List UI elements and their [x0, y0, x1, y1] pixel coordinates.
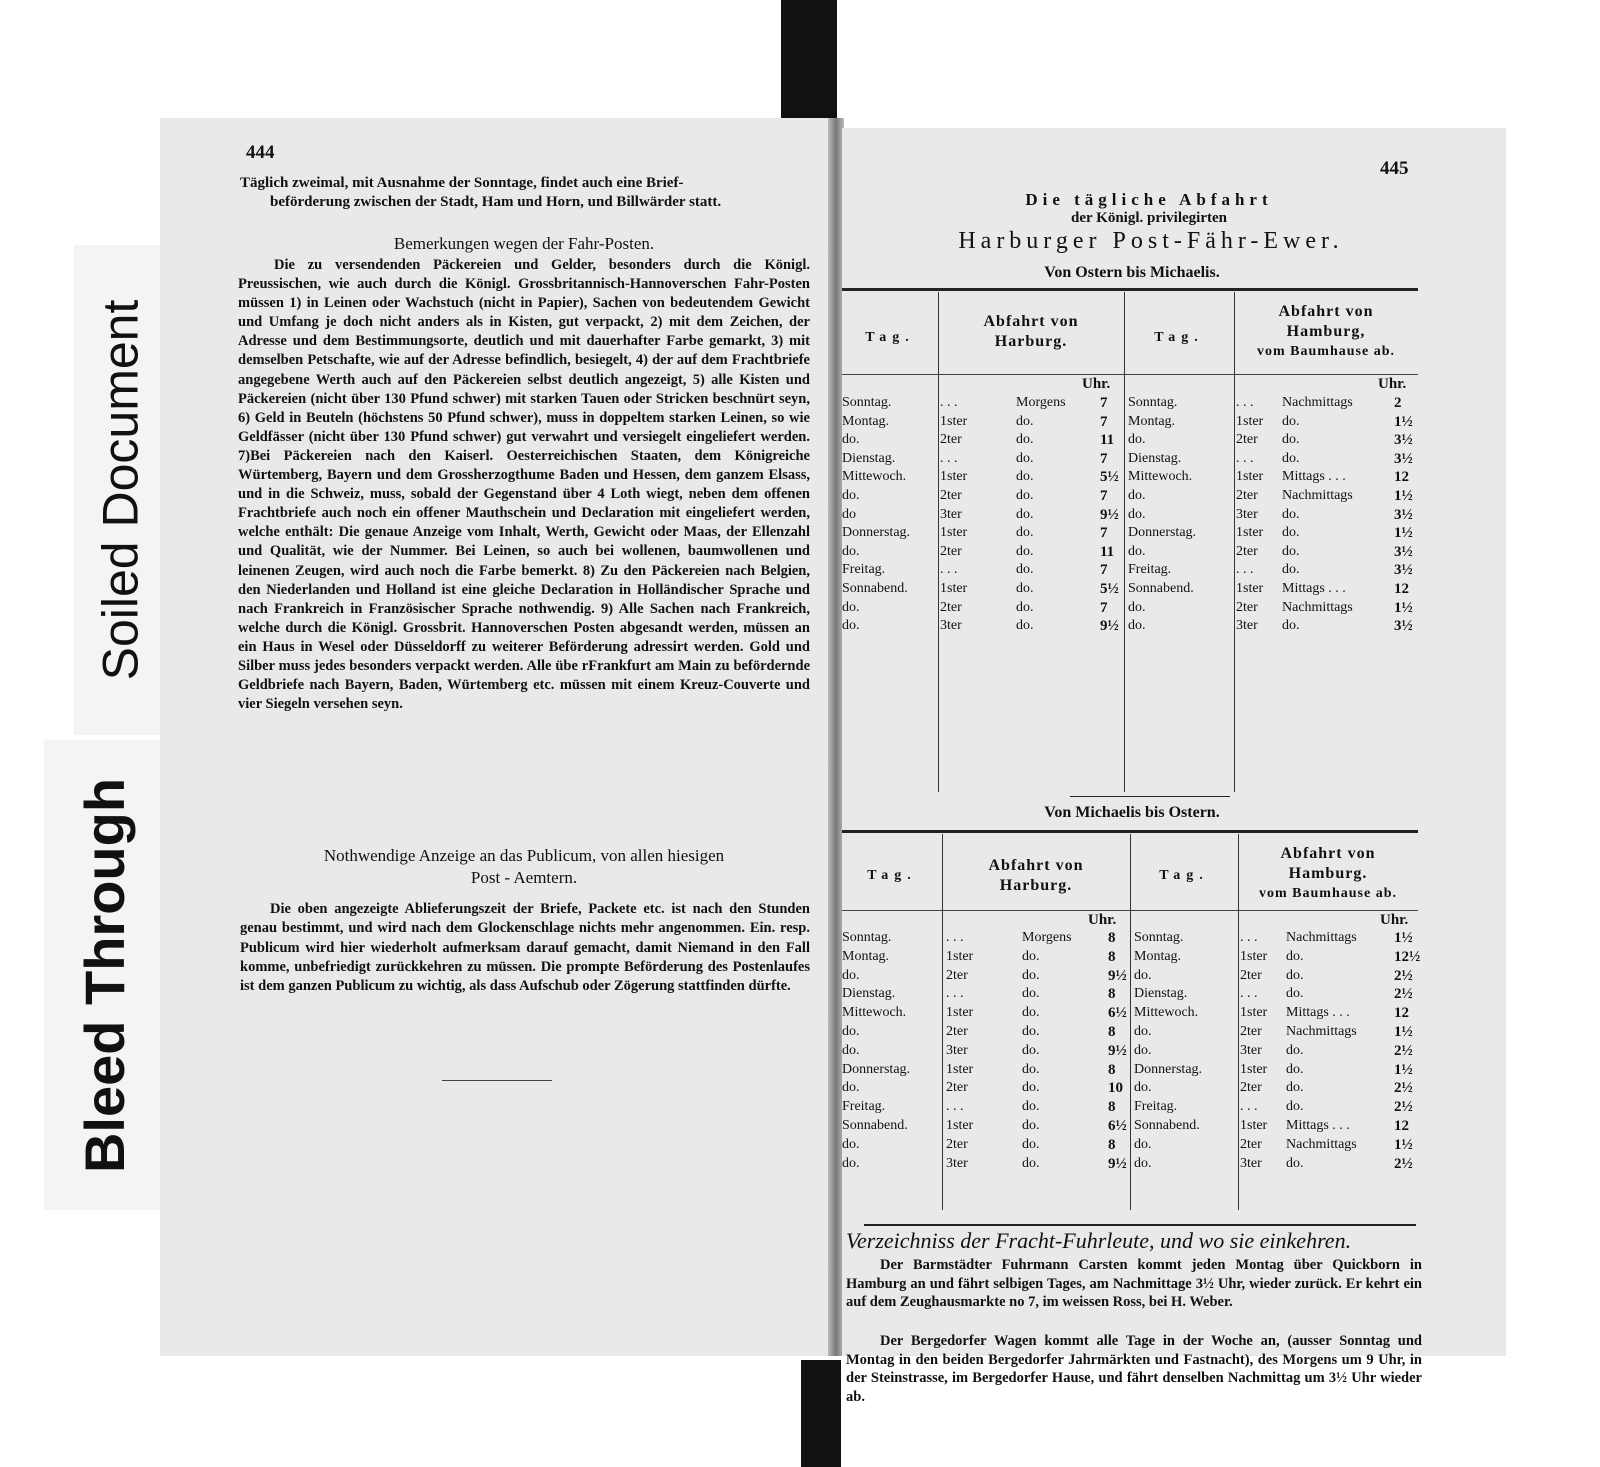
title-line-1: Die tägliche Abfahrt: [1025, 190, 1273, 209]
hour-harburg: 7: [1100, 599, 1108, 616]
table-row: [842, 1043, 1418, 1062]
table-row: [842, 544, 1418, 563]
time-of-day-hamburg: Nachmittags: [1282, 395, 1353, 410]
trip-harburg: 2ter: [946, 1024, 968, 1039]
uhr-label-harburg: Uhr.: [1082, 376, 1111, 392]
day-harburg: do: [842, 506, 856, 522]
day-hamburg: do.: [1128, 506, 1146, 522]
header-hamburg: [1234, 302, 1418, 362]
day-harburg: do.: [842, 1042, 860, 1058]
day-harburg: do.: [842, 543, 860, 559]
trip-harburg: 2ter: [946, 1080, 968, 1096]
day-hamburg: do.: [1134, 1136, 1152, 1152]
notice-heading-line-2: Post - Aemtern.: [470, 868, 578, 887]
section-divider: [1070, 796, 1230, 797]
day-hamburg: Donnerstag.: [1128, 525, 1197, 541]
uhr-label-hamburg: Uhr.: [1378, 376, 1407, 392]
time-of-day-harburg: do.: [1022, 1024, 1040, 1039]
trip-harburg: 3ter: [940, 506, 962, 522]
hour-hamburg: 2½: [1394, 1080, 1413, 1097]
hour-hamburg: 12½: [1394, 948, 1421, 965]
hour-hamburg: 12: [1394, 581, 1409, 597]
day-harburg: Dienstag.: [842, 450, 896, 466]
trip-hamburg: 3ter: [1236, 618, 1258, 634]
day-harburg: do.: [842, 618, 860, 634]
trip-hamburg: . . .: [1240, 1099, 1258, 1115]
header-rule: [842, 374, 938, 375]
day-hamburg: Mittewoch.: [1128, 469, 1193, 485]
trip-hamburg: 3ter: [1240, 1155, 1262, 1171]
hour-harburg: 6½: [1108, 1005, 1127, 1022]
time-of-day-harburg: do.: [1016, 599, 1034, 615]
hour-harburg: 9½: [1108, 1155, 1127, 1172]
uhr-label-harburg: Uhr.: [1088, 912, 1117, 928]
day-harburg: do.: [842, 599, 860, 615]
header-tag: Tag.: [1154, 330, 1204, 345]
time-of-day-hamburg: do.: [1282, 543, 1300, 559]
header-tag: Tag.: [865, 330, 915, 345]
header-rule: [842, 910, 942, 911]
time-of-day-hamburg: Mittags . . .: [1286, 1118, 1350, 1133]
time-of-day-hamburg: do.: [1282, 618, 1300, 634]
day-hamburg: do.: [1134, 1080, 1152, 1096]
time-of-day-hamburg: do.: [1282, 525, 1300, 541]
day-hamburg: Sonnabend.: [1128, 581, 1194, 596]
hour-harburg: 11: [1100, 543, 1115, 560]
header-rule: [942, 910, 1130, 911]
day-hamburg: Sonntag.: [1128, 395, 1178, 410]
hour-harburg: 7: [1100, 562, 1108, 579]
table-row: [842, 581, 1418, 600]
time-of-day-harburg: do.: [1022, 948, 1040, 964]
header-hamburg-line-2: Hamburg,: [1286, 323, 1366, 340]
hour-hamburg: 2½: [1394, 1099, 1413, 1116]
trip-harburg: 2ter: [940, 599, 962, 615]
table-row: [842, 562, 1418, 581]
header-harburg-line-1: Abfahrt von: [988, 857, 1084, 874]
time-of-day-harburg: do.: [1016, 562, 1034, 578]
day-hamburg: do.: [1128, 599, 1146, 615]
time-of-day-hamburg: Nachmittags: [1286, 1136, 1357, 1152]
table-row: [842, 930, 1418, 949]
hour-harburg: 10: [1108, 1080, 1123, 1097]
day-hamburg: do.: [1134, 1024, 1152, 1039]
book-spine-bottom: [801, 1360, 841, 1467]
time-of-day-hamburg: do.: [1286, 1080, 1304, 1096]
hour-harburg: 8: [1108, 948, 1116, 965]
trip-harburg: . . .: [940, 562, 958, 578]
time-of-day-harburg: do.: [1022, 1005, 1040, 1021]
header-rule: [1234, 374, 1418, 375]
table-row: [842, 1118, 1418, 1137]
hour-hamburg: 1½: [1394, 488, 1413, 504]
table-row: [842, 618, 1418, 637]
hour-harburg: 9½: [1108, 967, 1127, 984]
time-of-day-hamburg: Mittags . . .: [1282, 581, 1346, 596]
bleed-through-label: [44, 740, 166, 1210]
hour-harburg: 7: [1100, 413, 1108, 430]
intro-text: [240, 174, 808, 212]
hour-harburg: 9½: [1108, 1042, 1127, 1059]
day-harburg: Montag.: [842, 948, 890, 964]
time-of-day-hamburg: do.: [1286, 1061, 1304, 1077]
day-hamburg: Freitag.: [1134, 1099, 1178, 1115]
hour-hamburg: 2: [1394, 395, 1402, 411]
table-row: [842, 432, 1418, 451]
trip-harburg: . . .: [940, 395, 958, 410]
hour-harburg: 5½: [1100, 581, 1119, 597]
header-rule: [1238, 910, 1418, 911]
soiled-document-label: [74, 245, 166, 735]
day-harburg: Sonntag.: [842, 930, 892, 945]
header-hamburg-line-2: Hamburg.: [1288, 865, 1368, 882]
time-of-day-harburg: do.: [1022, 1136, 1040, 1152]
carriers-paragraph-1: Der Barmstädter Fuhrmann Carsten kommt jeden Montag über Quickborn in Hamburg an und fährt selbigen Tages, am Nachmittage 3½ Uhr, wieder zurück. Er kehrt ein auf dem Zeughausmarkte no 7, im weissen Ross, bei H. Weber.: [846, 1257, 1422, 1310]
table-row: [842, 414, 1418, 433]
table-row: [842, 1062, 1418, 1081]
time-of-day-hamburg: do.: [1282, 562, 1300, 578]
page-number-left: 444: [246, 142, 275, 163]
day-hamburg: do.: [1134, 1155, 1152, 1171]
time-of-day-harburg: do.: [1022, 1061, 1040, 1077]
right-page: [842, 128, 1506, 1405]
table-top-rule: [842, 830, 1418, 833]
table-row: [842, 1137, 1418, 1156]
trip-hamburg: 2ter: [1236, 488, 1258, 503]
table-top-rule: [842, 288, 1418, 291]
time-of-day-harburg: do.: [1016, 469, 1034, 485]
day-harburg: Mittewoch.: [842, 1005, 907, 1021]
hour-hamburg: 3½: [1394, 450, 1413, 467]
day-harburg: do.: [842, 1024, 860, 1039]
hour-hamburg: 2½: [1394, 1042, 1413, 1059]
day-harburg: Sonntag.: [842, 395, 892, 410]
time-of-day-hamburg: Nachmittags: [1282, 488, 1353, 503]
time-of-day-hamburg: do.: [1286, 948, 1304, 964]
trip-hamburg: 1ster: [1236, 413, 1264, 429]
hour-harburg: 5½: [1100, 469, 1119, 486]
trip-harburg: . . .: [946, 986, 964, 1002]
day-hamburg: do.: [1128, 618, 1146, 634]
hour-hamburg: 2½: [1394, 986, 1413, 1003]
trip-harburg: 1ster: [940, 469, 968, 485]
book-spine-top: [781, 0, 837, 135]
time-of-day-hamburg: Nachmittags: [1286, 930, 1357, 945]
trip-harburg: 1ster: [946, 1118, 974, 1133]
header-hamburg-line-1: Abfahrt von: [1278, 303, 1374, 320]
trip-hamburg: 1ster: [1236, 469, 1264, 485]
trip-hamburg: 1ster: [1236, 525, 1264, 541]
trip-harburg: 1ster: [940, 413, 968, 429]
day-harburg: do.: [842, 1080, 860, 1096]
hour-hamburg: 3½: [1394, 562, 1413, 579]
day-harburg: Donnerstag.: [842, 1061, 911, 1077]
trip-harburg: 1ster: [940, 525, 968, 541]
time-of-day-hamburg: do.: [1286, 967, 1304, 983]
time-of-day-hamburg: do.: [1286, 1042, 1304, 1058]
time-of-day-harburg: do.: [1016, 618, 1034, 634]
time-of-day-harburg: do.: [1016, 525, 1034, 541]
trip-hamburg: 1ster: [1240, 948, 1268, 964]
trip-hamburg: 2ter: [1236, 543, 1258, 559]
time-of-day-harburg: do.: [1022, 1118, 1040, 1133]
day-hamburg: do.: [1128, 543, 1146, 559]
hour-harburg: 11: [1100, 432, 1115, 449]
time-of-day-harburg: do.: [1022, 986, 1040, 1002]
left-page: [160, 118, 830, 1356]
hour-hamburg: 3½: [1394, 618, 1413, 635]
day-hamburg: Montag.: [1134, 948, 1182, 964]
hour-harburg: 8: [1108, 1061, 1116, 1078]
header-harburg-line-2: Harburg.: [994, 333, 1068, 350]
trip-hamburg: 2ter: [1240, 1024, 1262, 1039]
trip-harburg: 2ter: [940, 543, 962, 559]
time-of-day-hamburg: Nachmittags: [1286, 1024, 1357, 1039]
trip-hamburg: 1ster: [1240, 1005, 1268, 1021]
hour-hamburg: 1½: [1394, 1136, 1413, 1153]
day-hamburg: do.: [1134, 967, 1152, 983]
trip-harburg: 3ter: [946, 1042, 968, 1058]
header-rule: [1130, 910, 1238, 911]
table-row: [842, 488, 1418, 507]
page-number-right: 445: [1380, 158, 1409, 179]
hour-harburg: 7: [1100, 395, 1108, 411]
header-hamburg-line-1: Abfahrt von: [1280, 845, 1376, 862]
header-rule: [1124, 374, 1234, 375]
hour-hamburg: 1½: [1394, 1061, 1413, 1078]
header-tag: Tag.: [1159, 868, 1209, 883]
trip-hamburg: . . .: [1236, 395, 1254, 410]
hour-harburg: 6½: [1108, 1118, 1127, 1134]
table-row: [842, 1080, 1418, 1099]
day-harburg: Freitag.: [842, 1099, 886, 1115]
header-harburg-line-2: Harburg.: [999, 877, 1073, 894]
hour-harburg: 8: [1108, 930, 1116, 946]
day-hamburg: do.: [1128, 488, 1146, 503]
day-harburg: do.: [842, 432, 860, 448]
end-divider: [442, 1080, 552, 1081]
day-harburg: do.: [842, 488, 860, 503]
hour-harburg: 8: [1108, 1024, 1116, 1040]
trip-harburg: 1ster: [946, 1061, 974, 1077]
header-harburg: [938, 312, 1124, 352]
trip-hamburg: . . .: [1240, 986, 1258, 1002]
notice-heading-line-1: Nothwendige Anzeige an das Publicum, von allen hiesigen: [323, 846, 725, 865]
table-row: [842, 1099, 1418, 1118]
bottom-table-rule: [864, 1224, 1416, 1226]
soiled-document-text: Soiled Document: [92, 299, 149, 681]
intro-line-1: Täglich zweimal, mit Ausnahme der Sonntage, findet auch eine Brief-: [240, 175, 684, 191]
day-hamburg: Donnerstag.: [1134, 1061, 1203, 1077]
table-row: [842, 1156, 1418, 1175]
time-of-day-harburg: do.: [1022, 1042, 1040, 1058]
day-harburg: Donnerstag.: [842, 525, 911, 541]
hour-harburg: 9½: [1100, 618, 1119, 635]
table-row: [842, 948, 1421, 968]
time-of-day-harburg: do.: [1016, 413, 1034, 429]
remarks-heading: Bemerkungen wegen der Fahr-Posten.: [393, 234, 655, 253]
time-of-day-hamburg: Mittags . . .: [1282, 469, 1346, 485]
day-harburg: do.: [842, 967, 860, 983]
trip-hamburg: 2ter: [1236, 432, 1258, 448]
header-harburg: [942, 856, 1130, 896]
hour-hamburg: 1½: [1394, 930, 1413, 946]
hour-hamburg: 1½: [1394, 525, 1413, 542]
table-row: [842, 1024, 1418, 1043]
trip-harburg: . . .: [940, 450, 958, 466]
trip-harburg: 3ter: [946, 1155, 968, 1171]
trip-harburg: . . .: [946, 930, 964, 945]
table-row: [842, 451, 1418, 470]
time-of-day-harburg: do.: [1022, 1080, 1040, 1096]
day-harburg: Sonnabend.: [842, 581, 908, 596]
day-harburg: Sonnabend.: [842, 1118, 908, 1133]
hour-harburg: 7: [1100, 450, 1108, 467]
time-of-day-hamburg: do.: [1286, 1155, 1304, 1171]
time-of-day-hamburg: do.: [1282, 432, 1300, 448]
time-of-day-harburg: do.: [1022, 967, 1040, 983]
section-heading-michaelis: Von Michaelis bis Ostern.: [1044, 804, 1220, 821]
trip-harburg: 2ter: [940, 432, 962, 448]
title-line-3: Harburger Post-Fähr-Ewer.: [958, 228, 1344, 254]
time-of-day-hamburg: do.: [1282, 450, 1300, 466]
table-row: [842, 1005, 1418, 1024]
trip-hamburg: 1ster: [1236, 581, 1264, 596]
time-of-day-harburg: Morgens: [1016, 395, 1066, 410]
day-hamburg: Sonntag.: [1134, 930, 1184, 945]
table-row: [842, 986, 1418, 1005]
trip-hamburg: 2ter: [1240, 1136, 1262, 1152]
title-line-2: der Königl. privilegirten: [1071, 210, 1227, 226]
day-hamburg: Montag.: [1128, 413, 1176, 429]
bleed-through-text: Bleed Through: [73, 777, 137, 1173]
header-hamburg: [1238, 844, 1418, 904]
hour-harburg: 8: [1108, 1099, 1116, 1116]
trip-harburg: 2ter: [946, 967, 968, 983]
time-of-day-hamburg: do.: [1286, 986, 1304, 1002]
time-of-day-harburg: do.: [1016, 543, 1034, 559]
day-hamburg: Dienstag.: [1128, 450, 1182, 466]
trip-harburg: 1ster: [940, 581, 968, 596]
hour-hamburg: 1½: [1394, 1024, 1413, 1040]
hour-harburg: 7: [1100, 488, 1108, 504]
trip-harburg: 1ster: [946, 1005, 974, 1021]
trip-hamburg: 3ter: [1236, 506, 1258, 522]
hour-hamburg: 12: [1394, 469, 1409, 486]
header-hamburg-line-3: vom Baumhause ab.: [1257, 344, 1395, 359]
trip-harburg: 2ter: [946, 1136, 968, 1152]
trip-harburg: . . .: [946, 1099, 964, 1115]
table-row: [842, 968, 1418, 987]
time-of-day-hamburg: do.: [1282, 413, 1300, 429]
hour-hamburg: 1½: [1394, 599, 1413, 616]
trip-hamburg: 1ster: [1240, 1118, 1268, 1133]
table-row: [842, 525, 1418, 544]
trip-hamburg: 3ter: [1240, 1042, 1262, 1058]
section-heading-ostern: Von Ostern bis Michaelis.: [1044, 264, 1220, 281]
time-of-day-harburg: do.: [1016, 506, 1034, 522]
hour-hamburg: 3½: [1394, 432, 1413, 449]
remarks-paragraph: Die zu versendenden Päckereien und Gelder, besonders durch die Königl. Preussischen, wie auch durch die Königl. Grossbritannisch-Hannoverschen Fahr-Posten müssen 1) in Leinen oder Wachstuch (nicht in Papier), Sachen von bedeutendem Gewicht und Umfang je doch nicht anders als in Kisten, gut verpackt, 2) mit dem Zeichen, der Adresse und dem Bestimmungsorte, deutlich und mit dauerhafter Farbe gemarkt, 3) mit demselben Petschafte, wie auf der Adresse befindlich, besiegelt, 4) der auf dem Frachtbriefe angegebene Werth auch auf den Päckereien selbst deutlich angezeigt, 5) alle Kisten und Päckereien (nicht über 130 Pfund schwer) mit starken Tauen oder Stricken beschnürt seyn, 6) Geld in Beuteln (höchstens 50 Pfund schwer), muss in doppeltem starken Leinen, so wie Geldfässer (nicht über 130 Pfund schwer) gut verwahrt und versiegelt eingeliefert werden. 7)Bei Päckereien nach den Kaiserl. Oesterreichischen Staaten, dem Königreiche Würtemberg, Bayern und dem Grossherzogthume Baden und Hessen, dem ganzem Elsass, und in die Schweiz, muss, sobald der Gegenstand über 4 Loth wiegt, neben dem offenen Frachtbriefe auch noch ein offener Mauthschein und Declaration mit eingeliefert werden, welche enthält: Die genaue Anzeige vom Inhalt, Werth, Gewicht oder Maas, der Ellenzahl und Qualität, wie der Nummer. Bei Leinen, so auch bei wollenen, baumwollenen und leinenen Zeugen, wird auch noch die Farbe bemerkt. 8) Zu den Päckereien nach Belgien, den Niederlanden und Holland ist eine gleiche Declaration in Holländischer Sprache und nach Frankreich in Französischer Sprache nothwendig. 9) Alle Sachen nach Frankreich, welche durch die Königl. Grossbrit. Hannoverschen Posten abgesandt werden, müssen an ein Haus in Wesel oder Düsseldorff zu weiterer Beförderung adressirt werden. Gold und Silber muss jedes besonders verpackt werden. Alle übe rFrankfurt am Main zu befördernde Geldbriefe nach Bayern, Baden, Würtemberg etc. müssen mit einem Kreuz-Couverte und vier Siegeln versehen seyn.: [238, 257, 810, 713]
time-of-day-hamburg: Nachmittags: [1282, 599, 1353, 615]
header-harburg-line-1: Abfahrt von: [983, 313, 1079, 330]
notice-paragraph: Die oben angezeigte Ablieferungszeit der Briefe, Packete etc. ist nach den Stunden genau bestimmt, und wird nach dem Glockenschlage nichts mehr angenommen. Ein. resp. Publicum wird hier wiederholt aufmerksam darauf gemacht, damit Niemand in den Fall komme, unbefriedigt zurückkehren zu müssen. Die prompte Beförderung des Postenlaufes ist dem ganzen Publicum zu wichtig, als dass Aufschub oder Zögerung stattfinden dürfte.: [240, 901, 810, 995]
day-hamburg: Sonnabend.: [1134, 1118, 1200, 1133]
day-hamburg: Mittewoch.: [1134, 1005, 1199, 1021]
hour-hamburg: 3½: [1394, 506, 1413, 523]
hour-hamburg: 1½: [1394, 413, 1413, 430]
header-hamburg-line-3: vom Baumhause ab.: [1259, 886, 1397, 901]
header-tag: Tag.: [867, 868, 917, 883]
time-of-day-harburg: do.: [1022, 1155, 1040, 1171]
trip-hamburg: 2ter: [1240, 967, 1262, 983]
hour-hamburg: 2½: [1394, 967, 1413, 984]
day-hamburg: Dienstag.: [1134, 986, 1188, 1002]
trip-hamburg: . . .: [1236, 562, 1254, 578]
time-of-day-hamburg: do.: [1286, 1099, 1304, 1115]
trip-harburg: 2ter: [940, 488, 962, 503]
time-of-day-harburg: do.: [1016, 488, 1034, 503]
uhr-label-hamburg: Uhr.: [1380, 912, 1409, 928]
table-row: [842, 600, 1418, 619]
trip-hamburg: . . .: [1236, 450, 1254, 466]
hour-harburg: 8: [1108, 1136, 1116, 1153]
trip-hamburg: . . .: [1240, 930, 1258, 945]
table-row: [842, 469, 1418, 488]
time-of-day-hamburg: do.: [1282, 506, 1300, 522]
carriers-paragraph-2: Der Bergedorfer Wagen kommt alle Tage in der Woche an, (ausser Sonntag und Montag in den beiden Bergedorfer Jahrmärkten und Fastnacht), des Morgens um 9 Uhr, in der Steinstrasse, im Bergedorfer Hause, und fährt denselben Nachmittag um 3½ Uhr wieder ab.: [846, 1333, 1422, 1405]
hour-harburg: 8: [1108, 986, 1116, 1003]
day-harburg: do.: [842, 1136, 860, 1152]
trip-hamburg: 1ster: [1240, 1061, 1268, 1077]
hour-harburg: 7: [1100, 525, 1108, 542]
intro-line-2: beförderung zwischen der Stadt, Ham und Horn, und Billwärder statt.: [270, 194, 722, 210]
header-rule: [938, 374, 1124, 375]
day-harburg: Dienstag.: [842, 986, 896, 1002]
schedule-table-winter: [842, 830, 1421, 1220]
time-of-day-harburg: do.: [1022, 1099, 1040, 1115]
day-harburg: do.: [842, 1155, 860, 1171]
day-hamburg: do.: [1128, 432, 1146, 448]
time-of-day-harburg: do.: [1016, 450, 1034, 466]
schedule-table-summer: [842, 288, 1418, 798]
trip-harburg: 3ter: [940, 618, 962, 634]
day-harburg: Montag.: [842, 413, 890, 429]
time-of-day-harburg: do.: [1016, 581, 1034, 596]
day-hamburg: do.: [1134, 1042, 1152, 1058]
hour-hamburg: 2½: [1394, 1155, 1413, 1172]
hour-hamburg: 12: [1394, 1005, 1409, 1022]
trip-hamburg: 2ter: [1240, 1080, 1262, 1096]
day-harburg: Mittewoch.: [842, 469, 907, 485]
carriers-title: Verzeichniss der Fracht-Fuhrleute, und wo sie einkehren.: [846, 1228, 1352, 1253]
trip-hamburg: 2ter: [1236, 599, 1258, 615]
time-of-day-hamburg: Mittags . . .: [1286, 1005, 1350, 1021]
day-harburg: Freitag.: [842, 562, 886, 578]
hour-hamburg: 3½: [1394, 543, 1413, 560]
hour-harburg: 9½: [1100, 506, 1119, 523]
time-of-day-harburg: Morgens: [1022, 930, 1072, 945]
table-row: [842, 395, 1418, 414]
table-row: [842, 507, 1418, 526]
trip-harburg: 1ster: [946, 948, 974, 964]
hour-hamburg: 12: [1394, 1118, 1409, 1134]
time-of-day-harburg: do.: [1016, 432, 1034, 448]
day-hamburg: Freitag.: [1128, 562, 1172, 578]
